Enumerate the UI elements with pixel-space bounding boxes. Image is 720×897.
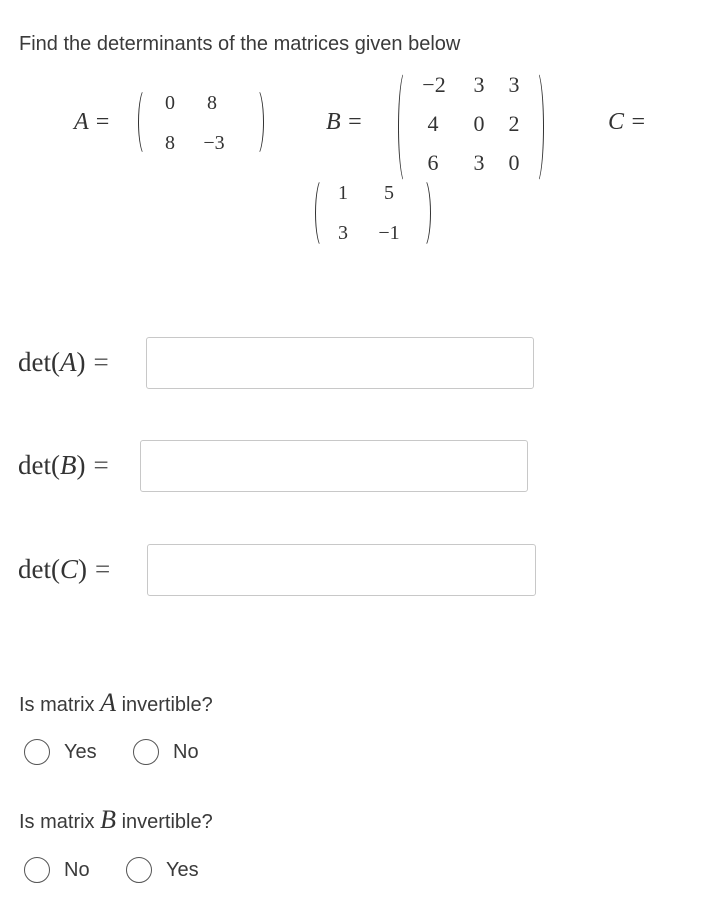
matrix-c-label: C =: [608, 109, 647, 135]
radio-option-label: Yes: [166, 858, 199, 881]
radio-button-icon[interactable]: [126, 857, 152, 883]
matrix-c-cell: 1: [338, 182, 348, 204]
question-a-option-no[interactable]: [133, 739, 199, 765]
matrix-b-cell: −2: [422, 72, 446, 97]
matrix-c-right-paren: [416, 178, 431, 248]
matrix-a-cell: 0: [165, 92, 175, 114]
radio-button-icon[interactable]: [24, 739, 50, 765]
det-b-input[interactable]: [140, 440, 528, 492]
matrix-b-cell: 2: [508, 111, 520, 136]
matrix-c-cell: 5: [384, 182, 394, 204]
matrix-a-cell: 8: [207, 92, 217, 114]
det-a-label: det(A) =: [18, 347, 109, 377]
radio-button-icon[interactable]: [24, 857, 50, 883]
matrix-a-cell: 8: [165, 132, 175, 154]
instructions-text: Find the determinants of the matrices given below: [19, 33, 461, 55]
matrix-a-cell: −3: [203, 132, 225, 154]
matrix-a: [138, 88, 264, 156]
question-a-option-yes[interactable]: [24, 739, 97, 765]
matrix-b-cell: 6: [427, 150, 439, 175]
det-c-input[interactable]: [147, 544, 536, 596]
matrix-b-right-paren: [529, 70, 544, 184]
matrix-a-right-paren: [249, 88, 264, 156]
det-b-label: det(B) =: [18, 450, 109, 480]
matrix-b-cell: 3: [473, 72, 485, 97]
matrix-c-cell: 3: [338, 222, 348, 244]
matrix-b-left-paren: [398, 70, 413, 184]
matrix-a-left-paren: [138, 88, 153, 156]
det-a-input[interactable]: [146, 337, 534, 389]
question-b-option-no[interactable]: [24, 857, 90, 883]
matrix-b-cell: 0: [508, 150, 520, 175]
question-b-invertible: Is matrix B invertible?: [19, 805, 213, 834]
matrix-c-cell: −1: [378, 222, 400, 244]
matrix-b-cell: 4: [427, 111, 439, 136]
radio-button-icon[interactable]: [133, 739, 159, 765]
matrix-b-cell: 0: [473, 111, 485, 136]
question-b-option-yes[interactable]: [126, 857, 199, 883]
matrix-c: [315, 178, 431, 248]
question-a-invertible: Is matrix A invertible?: [19, 688, 213, 717]
matrix-b: [398, 70, 544, 184]
matrix-b-cell: 3: [508, 72, 520, 97]
matrix-b-label: B =: [326, 109, 363, 135]
matrix-c-left-paren: [315, 178, 330, 248]
det-c-label: det(C) =: [18, 554, 111, 584]
matrix-b-cell: 3: [473, 150, 485, 175]
radio-option-label: No: [64, 858, 90, 881]
radio-option-label: No: [173, 740, 199, 763]
matrix-a-label: A =: [74, 109, 111, 135]
radio-option-label: Yes: [64, 740, 97, 763]
